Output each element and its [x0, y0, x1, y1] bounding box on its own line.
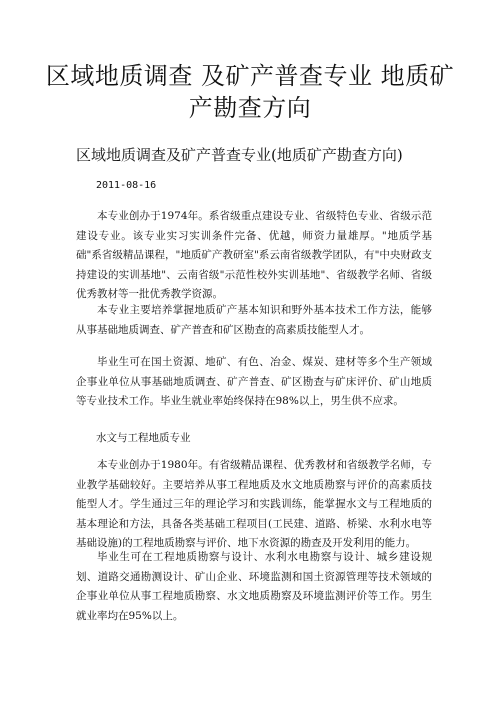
paragraph-hydro-employment: 毕业生可在工程地质勘察与设计、水利水电勘察与设计、城乡建设规划、道路交通勘测设计、矿山企业、环境监测和国土资源管理等技术领域的企事业单位从事工程地质勘察、水文地质勘察及环境监测评价等工作。男生就业率均在95%以上。	[76, 551, 432, 622]
paragraph-hydro-intro: 本专业创办于1980年。有省级精品课程、优秀教材和省级教学名师，专业教学基础较好。主要培养从事工程地质及水文地质勘察与评价的高素质技能型人才。学生通过三年的理论学习和实践训练，能掌握水文与工程地质的基本理论和方法，具备各类基础工程项目(工民建、道路、桥梁、水利水电等基础设施)的工程地质勘察与评价、地下水资源的勘查及开发利用的能力。	[76, 459, 432, 549]
document-title: 区域地质调查 及矿产普查专业 地质矿产勘查方向	[45, 62, 455, 122]
paragraph-intro: 本专业创办于1974年。系省级重点建设专业、省级特色专业、省级示范建设专业。该专业实习实训条件完备、优越，师资力量雄厚。"地质学基础"系省级精品课程，"地质矿产教研室"系云南省级教学团队，有"中央财政支持建设的实训基地"、云南省级"示范性校外实训基地"、省级教学名师、省级优秀教材等一批优秀教学资源。	[76, 210, 432, 300]
paragraph-training-goal: 本专业主要培养掌握地质矿产基本知识和野外基本技术工作方法，能够从事基础地质调查、矿产普查和矿区勘查的高素质技能型人才。	[76, 304, 432, 336]
publish-date: 2011-08-16	[96, 180, 157, 191]
document-subtitle: 区域地质调查及矿产普查专业(地质矿产勘查方向)	[76, 146, 403, 164]
paragraph-employment: 毕业生可在国土资源、地矿、有色、冶金、煤炭、建材等多个生产领域企事业单位从事基础地质调查、矿产普查、矿区勘查与矿床评价、矿山地质等专业技术工作。毕业生就业率始终保持在98%以上，男生供不应求。	[76, 356, 432, 407]
section-heading: 水文与工程地质专业	[96, 432, 191, 444]
